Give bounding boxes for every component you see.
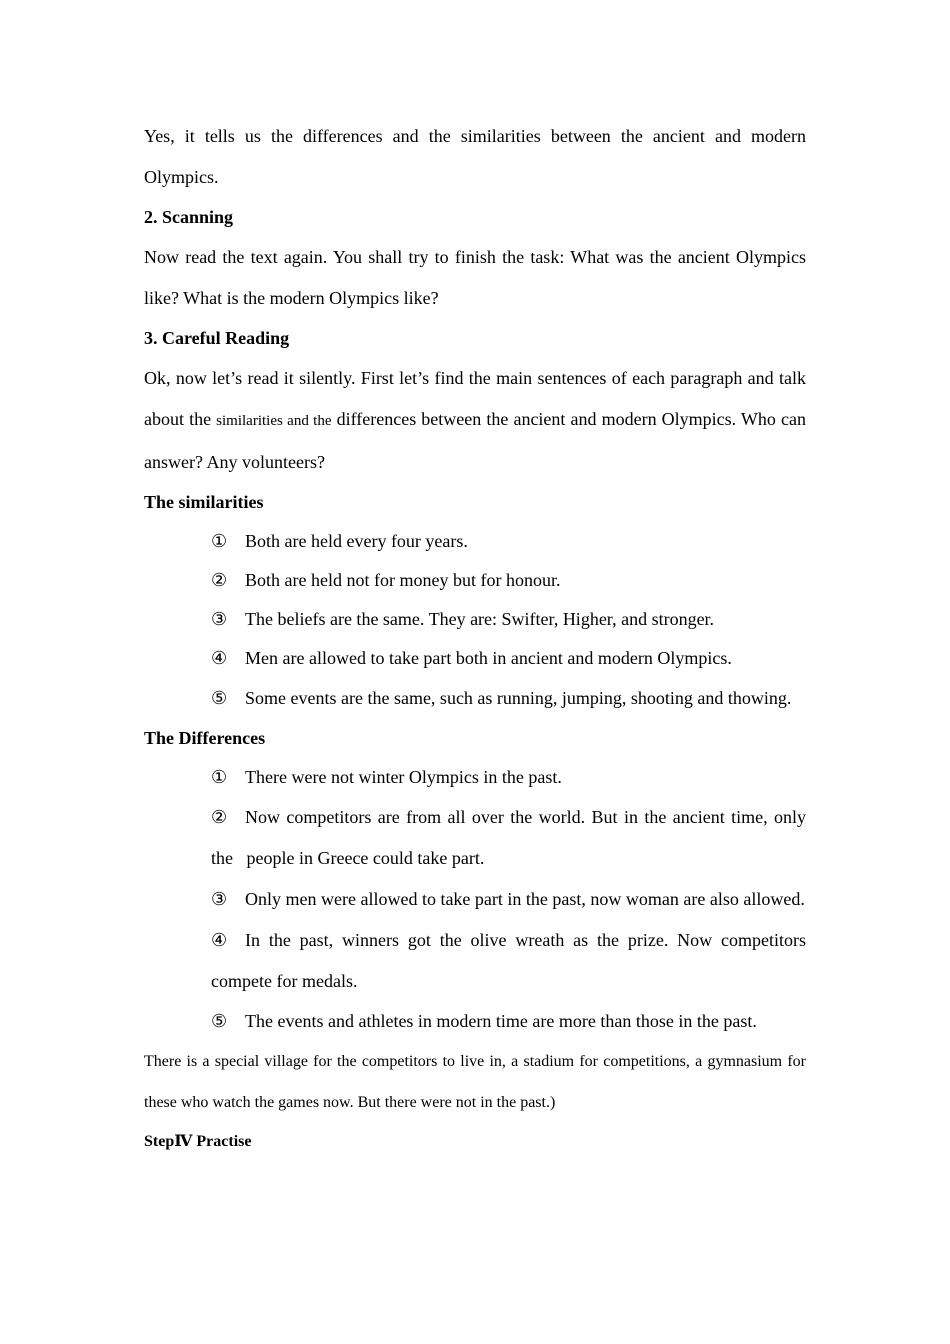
similarity-text: Some events are the same, such as running, jumping, shooting and thowing. [245,688,792,708]
similarity-text: Both are held not for money but for honour. [245,570,561,590]
similarity-text: Both are held every four years. [245,531,468,551]
similarity-item [211,600,806,639]
careful-reading-text-small: similarities and the [216,413,332,429]
document-content [144,116,811,1160]
difference-item [211,920,806,1002]
difference-number: ④ [211,930,228,950]
difference-text: In the past, winners got the olive wreath as the prize. Now competitors compete for medals. [211,930,806,991]
difference-number: ② [211,807,228,827]
careful-reading-text-end: differences between the ancient and modern Olympics. Who can answer? Any volunteers? [144,409,806,472]
scanning-heading: 2. Scanning [144,207,234,227]
similarity-text: Men are allowed to take part both in ancient and modern Olympics. [245,648,732,668]
careful-reading-heading: 3. Careful Reading [144,328,290,348]
similarity-number: ② [211,570,228,590]
difference-number: ⑤ [211,1011,228,1031]
scanning-text: Now read the text again. You shall try to finish the task: What was the ancient Olympics like? What is the modern Olympics like? [144,247,806,308]
differences-heading: The Differences [144,728,266,748]
careful-reading-text-start: Ok, now let’s read it silently. First let’s find the main sentences of each paragraph and talk about the [144,368,806,429]
similarity-item [211,639,806,678]
intro-answer: Yes, it tells us the differences and the similarities between the ancient and modern Olympics. [144,126,806,187]
difference-item [211,1002,806,1041]
similarity-item [211,522,806,561]
careful-reading-text [144,358,806,483]
difference-item [211,758,806,797]
difference-text: The events and athletes in modern time are more than those in the past. [245,1011,757,1031]
step-heading: StepⅣ Practise [144,1133,252,1150]
similarity-number: ④ [211,648,228,668]
difference-text: Now competitors are from all over the world. But in the ancient time, only the people in Greece could take part. [211,807,811,868]
similarity-item [211,678,806,719]
similarity-number: ⑤ [211,688,228,708]
similarity-number: ① [211,531,228,551]
note-paragraph: There is a special village for the competitors to live in, a stadium for competitions, a gymnasium for these who watch the games now. But there were not in the past.) [144,1053,806,1111]
similarity-text: The beliefs are the same. They are: Swifter, Higher, and stronger. [245,609,715,629]
difference-text: Only men were allowed to take part in the past, now woman are also allowed. [245,889,805,909]
similarities-heading: The similarities [144,492,264,512]
difference-number: ③ [211,889,228,909]
difference-item [211,797,811,879]
difference-number: ① [211,767,228,787]
difference-text: There were not winter Olympics in the past. [245,767,562,787]
similarity-item [211,561,806,600]
similarity-number: ③ [211,609,228,629]
difference-item [211,879,806,920]
